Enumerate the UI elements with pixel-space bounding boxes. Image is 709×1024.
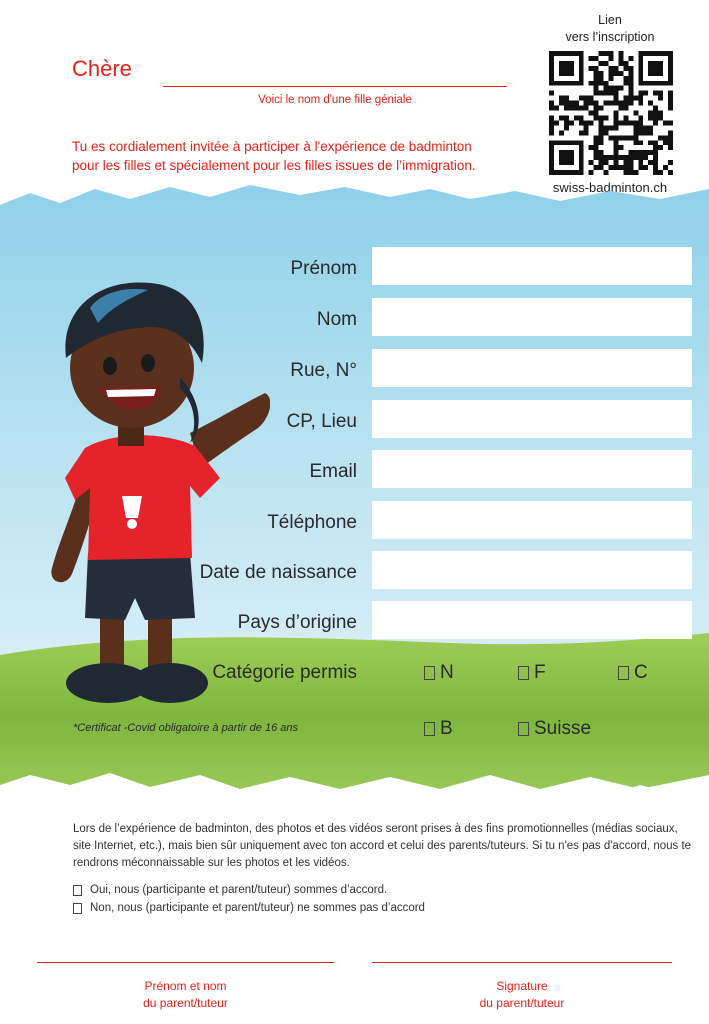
invitation-line-2: pour les filles et spécialement pour les filles issues de l’immigration. (72, 158, 476, 173)
checkbox[interactable] (518, 722, 529, 736)
name-line[interactable] (163, 86, 507, 87)
permit-option-label: F (534, 662, 546, 683)
parent-name-caption-line-2: du parent/tuteur (143, 996, 228, 1010)
permit-option-n[interactable] (424, 662, 454, 684)
permit-option-f[interactable] (518, 662, 546, 684)
label-cp-lieu: CP, Lieu (286, 411, 357, 432)
consent-no-option[interactable] (73, 902, 425, 914)
label-rue: Rue, N° (290, 360, 357, 381)
checkbox[interactable] (518, 666, 529, 680)
checkbox[interactable] (73, 903, 82, 914)
qr-code-icon[interactable] (549, 51, 673, 175)
greeting: Chère (72, 56, 132, 81)
parent-name-caption (37, 978, 334, 1012)
permit-option-label: N (440, 662, 454, 683)
qr-caption-line-1: Lien (598, 13, 622, 27)
covid-note: *Certificat -Covid obligatoire à partir de 16 ans (73, 722, 299, 734)
parent-signature-caption-line-2: du parent/tuteur (479, 996, 565, 1010)
parent-name-line[interactable] (37, 962, 334, 963)
checkbox[interactable] (73, 885, 82, 896)
qr-caption-line-2: vers l’inscription (565, 30, 655, 44)
permit-option-suisse[interactable] (518, 718, 591, 740)
permit-option-c[interactable] (618, 662, 648, 684)
permit-option-b[interactable] (424, 718, 453, 740)
consent-yes-label: Oui, nous (participante et parent/tuteur) sommes d’accord. (90, 884, 388, 896)
parent-name-caption-line-1: Prénom et nom (144, 979, 227, 993)
permit-option-label: Suisse (534, 718, 592, 739)
label-date-naissance: Date de naissance (199, 562, 357, 583)
consent-text: Lors de l’expérience de badminton, des photos et des vidéos seront prises à des fins promotionnelles (médias sociaux, site Internet, etc.), mais bien sûr uniquement avec ton accord et celui des parents/tuteurs. Si tu n'es pas d'accord, nous te rendrons méconnaissable sur les photos et les vidéos. (73, 823, 692, 869)
telephone-field[interactable] (372, 501, 692, 539)
pays-origine-field[interactable] (372, 601, 692, 639)
label-prenom: Prénom (290, 258, 357, 279)
label-pays-origine: Pays d’origine (237, 612, 357, 633)
label-email: Email (309, 461, 357, 482)
parent-signature-line[interactable] (372, 962, 672, 963)
prenom-field[interactable] (372, 247, 692, 285)
label-telephone: Téléphone (267, 512, 357, 533)
checkbox[interactable] (424, 722, 435, 736)
qr-site-url[interactable]: swiss-badminton.ch (552, 180, 668, 195)
email-field[interactable] (372, 450, 692, 488)
rue-field[interactable] (372, 349, 692, 387)
nom-field[interactable] (372, 298, 692, 336)
consent-no-label: Non, nous (participante et parent/tuteur) ne sommes pas d’accord (90, 902, 425, 914)
name-caption: Voici le nom d'une fille géniale (258, 94, 412, 106)
invitation-text (72, 137, 522, 175)
parent-signature-caption-line-1: Signature (496, 979, 548, 993)
checkbox[interactable] (618, 666, 629, 680)
label-categorie-permis: Catégorie permis (212, 662, 357, 683)
consent-yes-option[interactable] (73, 884, 387, 896)
qr-caption (530, 12, 690, 46)
girl-illustration-icon (30, 268, 270, 718)
permit-option-label: B (440, 718, 453, 739)
permit-option-label: C (634, 662, 648, 683)
cp-lieu-field[interactable] (372, 400, 692, 438)
date-naissance-field[interactable] (372, 551, 692, 589)
parent-signature-caption (372, 978, 672, 1012)
checkbox[interactable] (424, 666, 435, 680)
label-nom: Nom (316, 309, 357, 330)
invitation-line-1: Tu es cordialement invitée à participer à l'expérience de badminton (72, 139, 472, 154)
